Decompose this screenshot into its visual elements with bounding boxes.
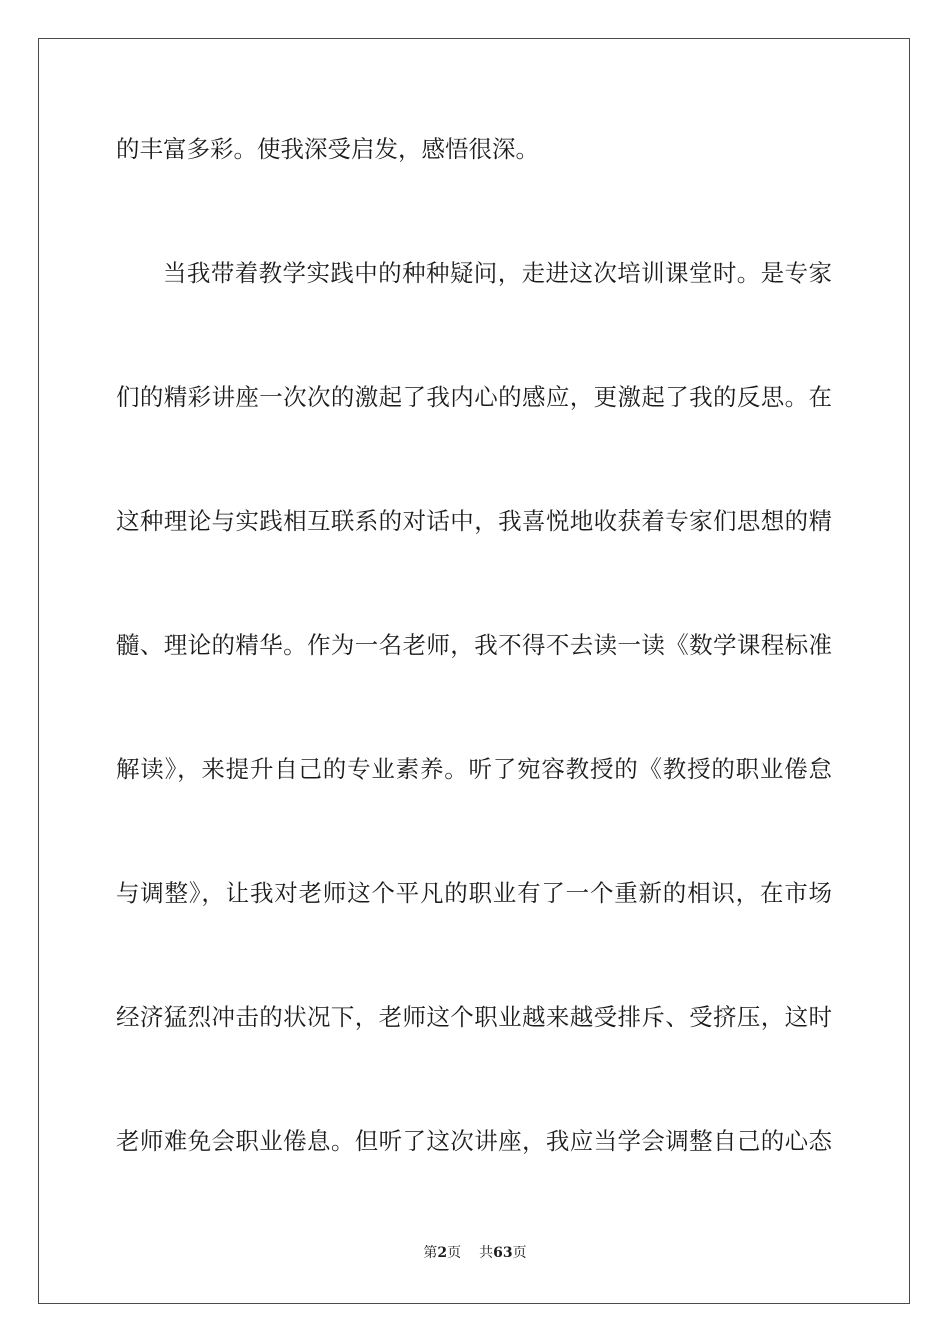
body-line-9: 老师难免会职业倦息。但听了这次讲座，我应当学会调整自己的心态 — [116, 1127, 832, 1155]
body-line-1: 的丰富多彩。使我深受启发，感悟很深。 — [116, 135, 539, 163]
total-pages: 63 — [493, 1245, 513, 1261]
body-line-8: 经济猛烈冲击的状况下，老师这个职业越来越受排斥、受挤压，这时 — [116, 1003, 832, 1031]
body-line-6: 解读》，来提升自己的专业素养。听了宛容教授的《教授的职业倦怠 — [116, 755, 832, 783]
page-prefix: 第 — [423, 1245, 438, 1261]
body-line-3: 们的精彩讲座一次次的激起了我内心的感应，更激起了我的反思。在 — [116, 383, 832, 411]
page-footer — [0, 1244, 950, 1262]
body-line-5: 髓、理论的精华。作为一名老师，我不得不去读一读《数学课程标准 — [116, 631, 832, 659]
total-prefix: 共 — [479, 1245, 494, 1261]
body-line-7: 与调整》，让我对老师这个平凡的职业有了一个重新的相识，在市场 — [116, 879, 832, 907]
total-suffix: 页 — [512, 1245, 527, 1261]
page-suffix: 页 — [447, 1245, 462, 1261]
body-line-2: 当我带着教学实践中的种种疑问，走进这次培训课堂时。是专家 — [163, 259, 832, 287]
body-line-4: 这种理论与实践相互联系的对话中，我喜悦地收获着专家们思想的精 — [116, 507, 832, 535]
page-number: 2 — [437, 1245, 448, 1261]
page-border — [38, 38, 910, 1304]
